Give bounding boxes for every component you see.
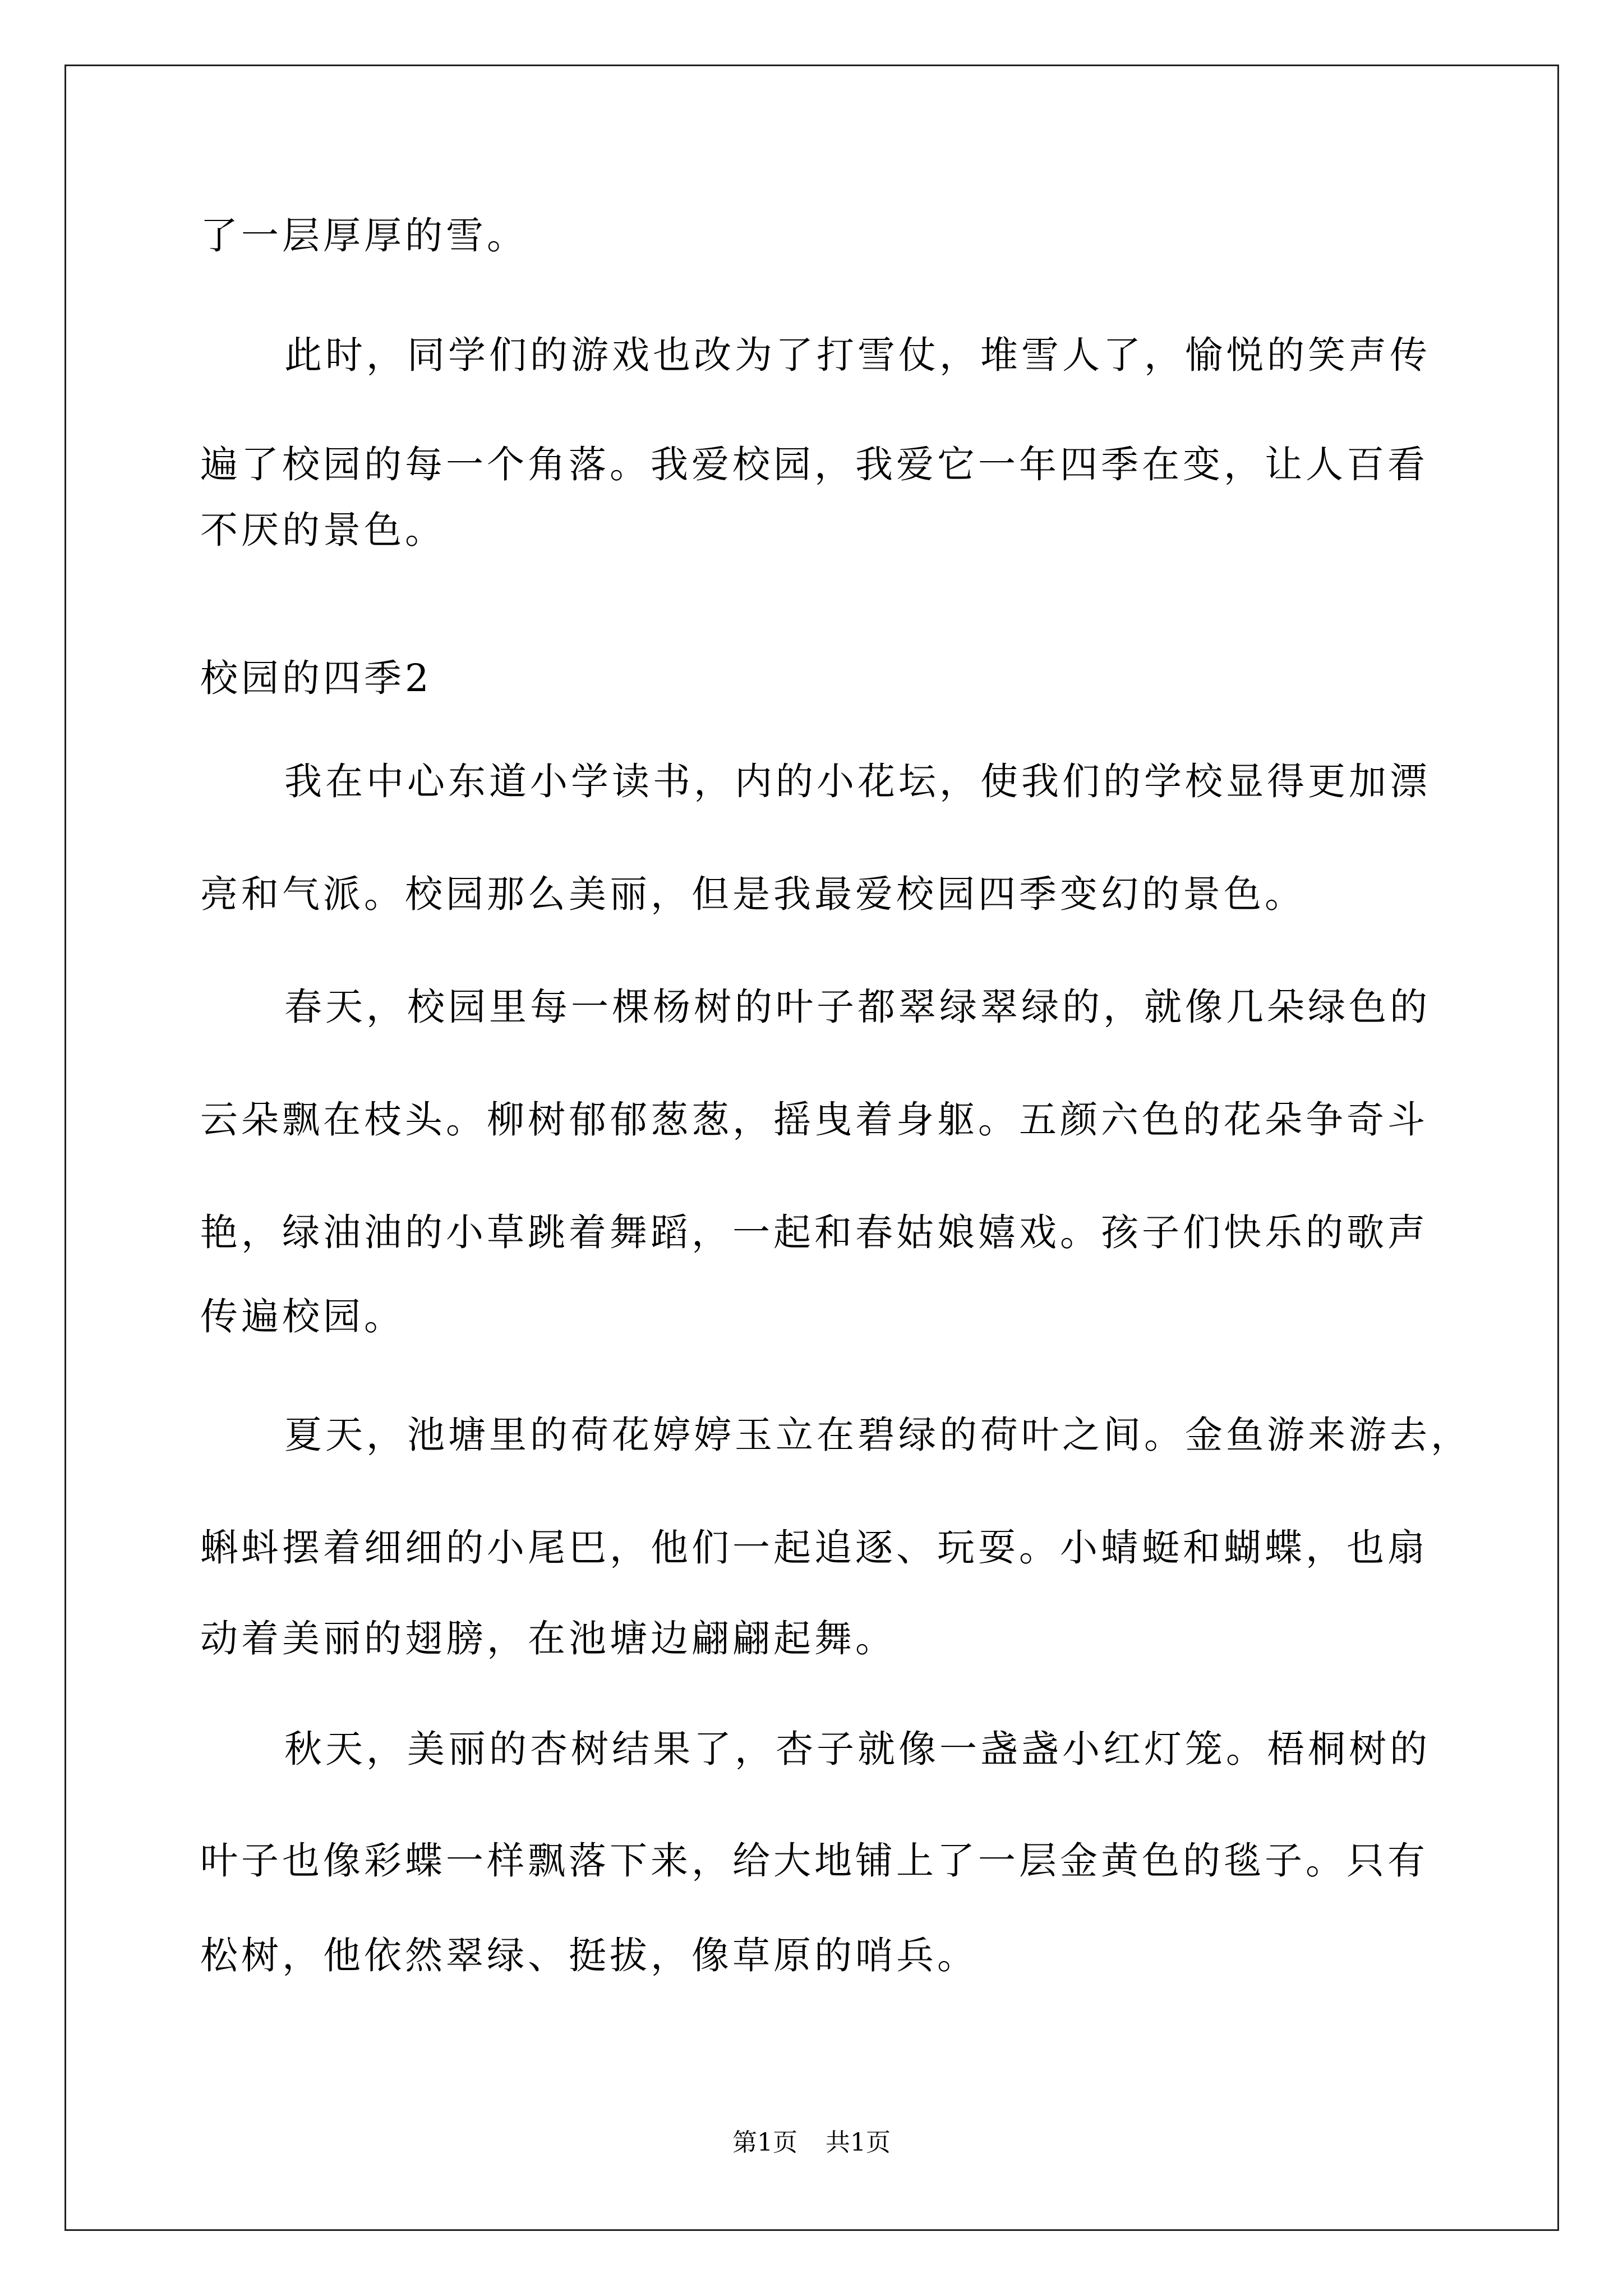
text-line: 了一层厚厚的雪。 xyxy=(200,214,528,257)
paragraph-start: 我在中心东道小学读书，内的小花坛，使我们的学校显得更加漂 xyxy=(284,760,1431,803)
text-line: 亮和气派。校园那么美丽，但是我最爱校园四季变幻的景色。 xyxy=(200,872,1306,916)
text-line: 云朵飘在枝头。柳树郁郁葱葱，摇曳着身躯。五颜六色的花朵争奇斗 xyxy=(200,1098,1428,1142)
text-line: 叶子也像彩蝶一样飘落下来，给大地铺上了一层金黄色的毯子。只有 xyxy=(200,1839,1428,1883)
text-line: 遍了校园的每一个角落。我爱校园，我爱它一年四季在变，让人百看 xyxy=(200,443,1428,486)
text-line: 动着美丽的翅膀，在池塘边翩翩起舞。 xyxy=(200,1617,896,1660)
text-line: 蝌蚪摆着细细的小尾巴，他们一起追逐、玩耍。小蜻蜓和蝴蝶，也扇 xyxy=(200,1526,1428,1570)
page-border xyxy=(64,65,1559,2231)
page-footer xyxy=(0,2128,1623,2157)
text-line: 不厌的景色。 xyxy=(200,508,446,552)
page-total: 共1页 xyxy=(826,2128,891,2157)
section-heading: 校园的四季2 xyxy=(200,656,432,700)
paragraph-start: 春天，校园里每一棵杨树的叶子都翠绿翠绿的，就像几朵绿色的 xyxy=(284,985,1431,1029)
text-line: 松树，他依然翠绿、挺拔，像草原的哨兵。 xyxy=(200,1934,978,1977)
paragraph-start: 夏天，池塘里的荷花婷婷玉立在碧绿的荷叶之间。金鱼游来游去， xyxy=(284,1413,1472,1457)
text-line: 艳，绿油油的小草跳着舞蹈，一起和春姑娘嬉戏。孩子们快乐的歌声 xyxy=(200,1211,1428,1254)
paragraph-start: 秋天，美丽的杏树结果了，杏子就像一盏盏小红灯笼。梧桐树的 xyxy=(284,1727,1431,1771)
text-line: 传遍校园。 xyxy=(200,1295,405,1338)
page-number: 第1页 xyxy=(732,2128,797,2157)
paragraph-start: 此时，同学们的游戏也改为了打雪仗，堆雪人了，愉悦的笑声传 xyxy=(284,333,1431,377)
